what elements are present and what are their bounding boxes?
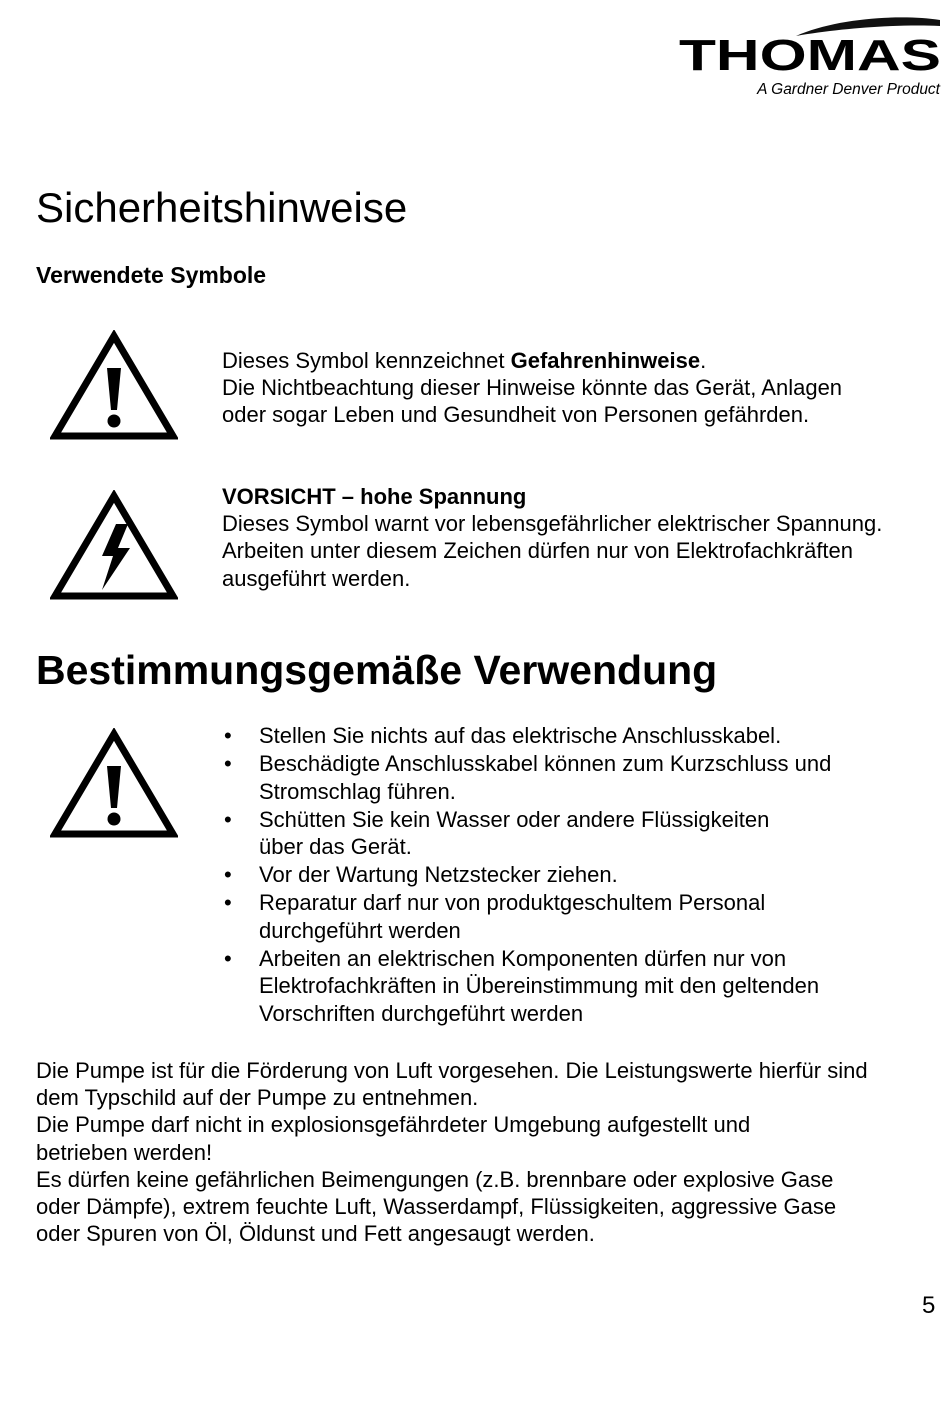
symbols-subtitle: Verwendete Symbole [36,262,267,288]
danger-lead-bold: Gefahrenhinweise [510,348,701,373]
page-title: Sicherheitshinweise [36,184,408,231]
brand-tagline: A Gardner Denver Product [757,81,940,98]
danger-lead: Dieses Symbol kennzeichnet [222,348,511,373]
voltage-line-3: ausgeführt werden. [222,565,411,591]
thomas-logo [676,14,944,104]
list-item: • Beschädigte Anschlusskabel können zum Kurzschluss und Stromschlag führen. [222,750,831,805]
voltage-title: VORSICHT – hohe Spannung [222,484,527,509]
usage-title: Bestimmungsgemäße Verwendung [36,647,718,693]
voltage-line-2: Arbeiten unter diesem Zeichen dürfen nur von Elektrofachkräften [222,538,854,564]
list-item: • Stellen Sie nichts auf das elektrische Anschlusskabel. [222,722,831,750]
page-number: 5 [922,1292,936,1319]
high-voltage-icon [50,490,178,602]
list-item: • Reparatur darf nur von produktgeschultem Personal durchgeführt werden [222,889,831,944]
list-item: • Vor der Wartung Netzstecker ziehen. [222,861,831,889]
danger-line-2: Die Nichtbeachtung dieser Hinweise könnte das Gerät, Anlagen [222,375,843,401]
warning-exclamation-icon [50,728,178,840]
warning-exclamation-icon [50,330,178,442]
list-item: • Arbeiten an elektrischen Komponenten dürfen nur von Elektrofachkräften in Übereinstimmung mit den geltenden Vorschriften durchgeführt werden [222,945,831,1028]
list-item: • Schütten Sie kein Wasser oder andere Flüssigkeiten über das Gerät. [222,806,831,861]
voltage-symbol-description [222,483,882,592]
danger-symbol-description: Dieses Symbol kennzeichnet Gefahrenhinweise. Die Nichtbeachtung dieser Hinweise könnte das Gerät, Anlagen oder sogar Leben und Gesundheit von Personen gefährden. [222,348,843,428]
usage-bullet-list [222,722,831,1028]
brand-name: THOMAS [679,31,941,80]
usage-paragraph: Die Pumpe ist für die Förderung von Luft vorgesehen. Die Leistungswerte hierfür sind dem Typschild auf der Pumpe zu entnehmen. Die Pumpe darf nicht in explosionsgefährdeter Umgebung aufgestellt und betrieben werden! Es dürfen keine gefährlichen Beimengungen (z.B. brennbare oder explosive Gase oder Dämpfe), extrem feuchte Luft, Wasserdampf, Flüssigkeiten, aggressive Gase oder Spuren von Öl, Öldunst und Fett angesaugt werden. [36,1058,868,1247]
voltage-line-1: Dieses Symbol warnt vor lebensgefährlicher elektrischer Spannung. [222,511,883,537]
danger-line-3: oder sogar Leben und Gesundheit von Personen gefährden. [222,402,810,428]
